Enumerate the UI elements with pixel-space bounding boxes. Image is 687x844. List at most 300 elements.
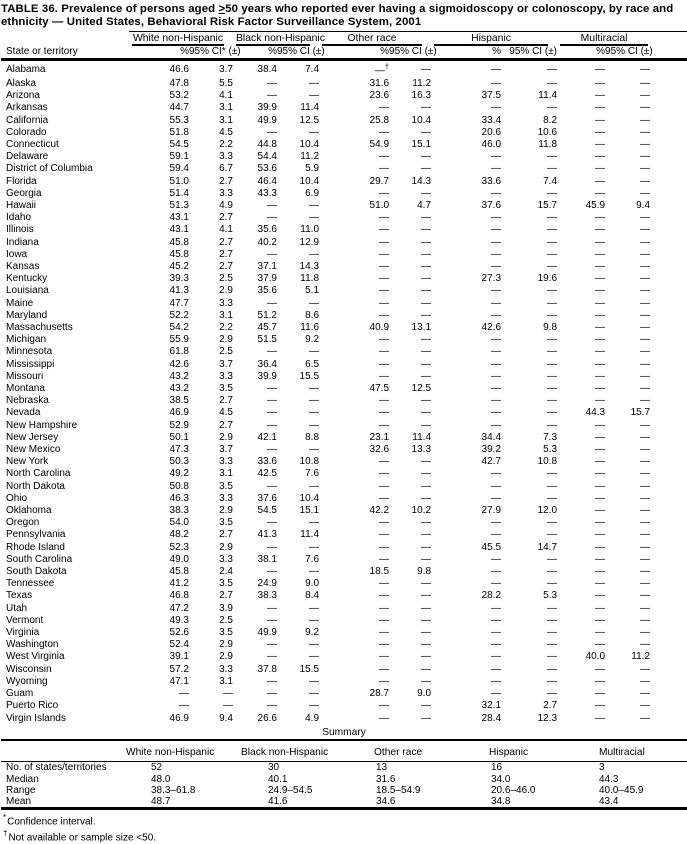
percent-value: 47.3 bbox=[169, 444, 189, 456]
percent-value: — bbox=[267, 395, 277, 407]
ci-value: — bbox=[547, 468, 558, 480]
ci-value: 11.8 bbox=[538, 138, 558, 150]
percent-value: — bbox=[379, 126, 390, 138]
ci-value: — bbox=[421, 309, 432, 321]
ci-value: — bbox=[421, 370, 432, 382]
ci-value: — bbox=[547, 383, 558, 395]
summary-col-black: Black non-Hispanic bbox=[241, 741, 374, 762]
percent-value: — bbox=[267, 480, 277, 492]
percent-value: — bbox=[595, 138, 606, 150]
percent-value: 37.8 bbox=[257, 663, 277, 675]
ci-value: 12.5 bbox=[299, 114, 320, 126]
ci-value: — bbox=[421, 297, 432, 309]
table-row bbox=[1, 688, 687, 700]
ci-value: 2.7 bbox=[219, 529, 233, 541]
group-header-row bbox=[1, 32, 687, 47]
ci-value: — bbox=[421, 151, 432, 163]
percent-value: — bbox=[595, 248, 606, 260]
ci-value: 5.1 bbox=[305, 285, 320, 297]
ci-value: — bbox=[547, 492, 558, 504]
ci-value: — bbox=[640, 688, 651, 700]
percent-value: — bbox=[267, 126, 277, 138]
table-row bbox=[1, 627, 687, 639]
ci-value: — bbox=[421, 395, 432, 407]
ci-value: — bbox=[421, 358, 432, 370]
ci-value: 14.7 bbox=[537, 541, 558, 553]
ci-value: — bbox=[421, 346, 432, 358]
state-name: South Carolina bbox=[6, 553, 73, 565]
percent-value: 47.7 bbox=[169, 297, 189, 309]
ci-value: — bbox=[421, 260, 432, 272]
state-name: Virginia bbox=[6, 627, 40, 639]
state-name: Missouri bbox=[6, 370, 44, 382]
state-name: Maine bbox=[6, 297, 34, 309]
ci-value: 11.4 bbox=[300, 102, 320, 114]
ci-value: — bbox=[547, 627, 558, 639]
percent-value: — bbox=[595, 663, 606, 675]
percent-value: 38.1 bbox=[257, 553, 277, 565]
ci-value: — bbox=[309, 126, 320, 138]
percent-value: 52.9 bbox=[169, 419, 189, 431]
footnote-confidence-interval bbox=[3, 813, 687, 828]
col-group-multiracial bbox=[557, 32, 687, 47]
percent-value: 45.8 bbox=[169, 566, 189, 578]
ci-value: — bbox=[421, 553, 432, 565]
percent-value: 54.9 bbox=[369, 138, 390, 150]
percent-value: — bbox=[491, 651, 502, 663]
percent-value: — bbox=[379, 590, 390, 602]
summary-row bbox=[1, 762, 687, 774]
percent-value: — bbox=[491, 358, 502, 370]
percent-value: 40.0 bbox=[585, 651, 606, 663]
ci-value: 3.5 bbox=[219, 578, 233, 590]
state-name: North Dakota bbox=[6, 480, 65, 492]
state-name: Georgia bbox=[6, 187, 42, 199]
percent-value: 46.9 bbox=[169, 407, 189, 419]
percent-value: 24.9 bbox=[257, 578, 277, 590]
ci-value: 11.2 bbox=[300, 151, 320, 163]
table-row bbox=[1, 261, 687, 273]
ci-value: 4.9 bbox=[219, 199, 233, 211]
ci-value: — bbox=[640, 334, 651, 346]
percent-value: 53.6 bbox=[257, 163, 277, 175]
ci-value: — bbox=[547, 529, 558, 541]
percent-value: 23.1 bbox=[369, 431, 390, 443]
ci-header: 95% CI (±) bbox=[501, 46, 557, 60]
ci-value: — bbox=[640, 383, 651, 395]
percent-value: — bbox=[491, 102, 502, 114]
percent-value: — bbox=[491, 492, 502, 504]
ci-value: — bbox=[547, 297, 558, 309]
ci-value: — bbox=[421, 712, 432, 724]
summary-value: 13 bbox=[376, 762, 388, 774]
ci-value: — bbox=[640, 63, 651, 75]
table-row bbox=[1, 603, 687, 615]
percent-value: 37.5 bbox=[481, 90, 502, 102]
ci-value: — bbox=[309, 346, 320, 358]
percent-value: — bbox=[267, 517, 277, 529]
table-title bbox=[1, 3, 683, 29]
percent-value: — bbox=[491, 468, 502, 480]
ci-value: — bbox=[547, 578, 558, 590]
ci-value: — bbox=[421, 480, 432, 492]
percent-value: — bbox=[267, 688, 277, 700]
ci-value: — bbox=[547, 688, 558, 700]
table-row bbox=[1, 127, 687, 139]
ci-value: 13.1 bbox=[411, 322, 432, 333]
ci-value: — bbox=[421, 126, 432, 138]
percent-value: — bbox=[379, 395, 390, 407]
summary-value: 48.0 bbox=[151, 773, 171, 785]
ci-value: 2.9 bbox=[219, 334, 233, 346]
ci-value: 2.9 bbox=[219, 639, 233, 651]
percent-value: 45.7 bbox=[257, 322, 277, 333]
ci-value: — bbox=[640, 590, 651, 602]
summary-value: 44.3 bbox=[599, 773, 619, 785]
percent-value: — bbox=[491, 407, 502, 419]
dagger-footnote-marker: † bbox=[384, 62, 390, 72]
summary-label-spacer bbox=[1, 741, 126, 762]
percent-value: — bbox=[379, 651, 390, 663]
table-row bbox=[1, 200, 687, 212]
table-row bbox=[1, 249, 687, 261]
ci-value: 10.4 bbox=[299, 492, 320, 504]
table-row bbox=[1, 713, 687, 725]
table-row bbox=[1, 102, 687, 114]
ci-value: — bbox=[309, 77, 320, 89]
state-name: Delaware bbox=[6, 151, 49, 163]
percent-value: 49.2 bbox=[169, 468, 189, 480]
percent-value: — bbox=[267, 651, 277, 663]
percent-value: — bbox=[491, 370, 502, 382]
ci-value: 3.3 bbox=[219, 492, 233, 504]
percent-value: — bbox=[491, 63, 502, 75]
ci-value: — bbox=[640, 163, 651, 175]
ci-header: 95% CI (±) bbox=[389, 46, 431, 60]
summary-col-multiracial: Multiracial bbox=[599, 741, 687, 762]
ci-value: 3.5 bbox=[219, 517, 233, 529]
summary-row bbox=[1, 796, 687, 809]
ci-value: 4.5 bbox=[219, 126, 233, 138]
title-part2: 50 years who reported ever having a sigmoidoscopy or colonoscopy, by race and ethnicity — United States, Behavioral Risk Factor Surveillance System, 2001 bbox=[1, 3, 674, 29]
table-row bbox=[1, 371, 687, 383]
ci-value: — bbox=[640, 639, 651, 651]
percent-value: — bbox=[267, 77, 277, 89]
ci-value: 8.8 bbox=[305, 431, 320, 443]
ci-value: — bbox=[421, 456, 432, 468]
percent-value: — bbox=[595, 480, 606, 492]
ci-value: — bbox=[547, 566, 558, 578]
percent-value: 20.6 bbox=[481, 126, 502, 138]
percent-value: — bbox=[267, 444, 277, 456]
ci-value: — bbox=[309, 639, 320, 651]
percent-value: 54.4 bbox=[257, 151, 277, 163]
ci-value: — bbox=[640, 456, 651, 468]
summary-col-other: Other race bbox=[374, 741, 489, 762]
group-label: White non-Hispanic bbox=[132, 33, 224, 45]
percent-value: 61.8 bbox=[169, 346, 189, 358]
ci-value: — bbox=[640, 529, 651, 541]
ci-value: — bbox=[547, 77, 558, 89]
ci-value: — bbox=[547, 419, 558, 431]
percent-value: — bbox=[595, 90, 606, 102]
ci-value: 3.1 bbox=[219, 102, 233, 114]
percent-value: — bbox=[595, 602, 606, 614]
ci-value: — bbox=[421, 627, 432, 639]
ci-value: 19.6 bbox=[537, 273, 558, 285]
percent-value: — bbox=[379, 407, 390, 419]
percent-value: — bbox=[491, 602, 502, 614]
state-name: Alabama bbox=[6, 63, 46, 75]
percent-value: 45.9 bbox=[585, 199, 606, 211]
percent-value: — bbox=[595, 322, 606, 333]
ci-value: — bbox=[640, 370, 651, 382]
percent-value: 42.6 bbox=[169, 358, 189, 370]
percent-value: 41.3 bbox=[169, 285, 189, 297]
ci-value: — bbox=[421, 700, 432, 712]
ci-value: 7.3 bbox=[543, 431, 558, 443]
percent-value: 47.5 bbox=[369, 383, 390, 395]
state-name: Puerto Rico bbox=[6, 700, 59, 712]
ci-value: — bbox=[640, 151, 651, 163]
ci-value: — bbox=[640, 566, 651, 578]
state-name: Oregon bbox=[6, 517, 40, 529]
percent-value: 35.6 bbox=[257, 285, 277, 297]
percent-value: 42.5 bbox=[257, 468, 277, 480]
ci-value: 3.1 bbox=[219, 309, 233, 321]
percent-value: 23.6 bbox=[369, 90, 390, 102]
ci-value: — bbox=[223, 700, 233, 712]
percent-value: — bbox=[595, 419, 606, 431]
summary-value: 34.6 bbox=[376, 796, 396, 808]
percent-value: — bbox=[491, 578, 502, 590]
percent-value: — bbox=[595, 114, 606, 126]
ci-value: — bbox=[547, 602, 558, 614]
percent-value: — bbox=[179, 688, 189, 700]
ci-value: 2.7 bbox=[219, 260, 233, 272]
ci-value: 2.7 bbox=[219, 236, 233, 248]
percent-value: — bbox=[595, 517, 606, 529]
ci-value: 13.3 bbox=[411, 444, 432, 456]
ci-value: 2.2 bbox=[219, 322, 233, 333]
ci-value: 3.3 bbox=[219, 370, 233, 382]
percent-value: 41.3 bbox=[257, 529, 277, 541]
percent-value: 46.6 bbox=[169, 63, 189, 75]
ci-value: 2.7 bbox=[219, 419, 233, 431]
percent-value: 31.6 bbox=[369, 77, 390, 89]
state-name: Illinois bbox=[6, 224, 34, 236]
percent-value: 37.9 bbox=[257, 273, 277, 285]
ci-value: 7.6 bbox=[305, 553, 320, 565]
percent-value: — bbox=[491, 297, 502, 309]
percent-value: — bbox=[595, 431, 606, 443]
ci-value: 9.4 bbox=[636, 199, 651, 211]
prevalence-table bbox=[1, 31, 687, 724]
percent-header: % bbox=[233, 46, 277, 60]
ci-value: — bbox=[309, 688, 320, 700]
percent-value: 45.5 bbox=[481, 541, 502, 553]
table-row bbox=[1, 346, 687, 358]
percent-value: — bbox=[491, 212, 502, 224]
table-row bbox=[1, 493, 687, 505]
ci-header: 95% CI (±) bbox=[277, 46, 319, 60]
ci-value: 9.2 bbox=[305, 627, 320, 639]
table-row bbox=[1, 139, 687, 151]
table-row bbox=[1, 456, 687, 468]
ci-value: — bbox=[547, 334, 558, 346]
state-name: Colorado bbox=[6, 126, 47, 138]
ci-value: 3.3 bbox=[219, 151, 233, 163]
ci-value: 9.8 bbox=[417, 566, 432, 578]
percent-value: — bbox=[491, 688, 502, 700]
table-row bbox=[1, 651, 687, 663]
ci-value: — bbox=[547, 675, 558, 687]
percent-value: 35.6 bbox=[257, 224, 277, 236]
ci-value: — bbox=[640, 138, 651, 150]
percent-value: — bbox=[379, 712, 390, 724]
table-row bbox=[1, 115, 687, 127]
percent-value: 52.4 bbox=[169, 639, 189, 651]
ci-value: 10.8 bbox=[537, 456, 558, 468]
percent-value: — bbox=[267, 566, 277, 578]
ci-value: — bbox=[309, 444, 320, 456]
percent-value: 45.8 bbox=[169, 236, 189, 248]
percent-header: % bbox=[557, 46, 605, 60]
table-row bbox=[1, 505, 687, 517]
ci-value: — bbox=[309, 90, 320, 102]
ci-value: — bbox=[547, 236, 558, 248]
table-row bbox=[1, 420, 687, 432]
summary-row-label: Median bbox=[6, 773, 39, 785]
percent-value: 52.6 bbox=[169, 627, 189, 639]
percent-value: — bbox=[595, 614, 606, 626]
percent-value: 59.1 bbox=[169, 151, 189, 163]
percent-value: — bbox=[595, 151, 606, 163]
percent-header: % bbox=[319, 46, 389, 60]
percent-value: — bbox=[267, 639, 277, 651]
ci-value: 3.3 bbox=[219, 663, 233, 675]
ci-value: 3.3 bbox=[219, 553, 233, 565]
ci-value: 3.7 bbox=[219, 358, 233, 370]
ci-header: 95% CI (±) bbox=[605, 46, 687, 60]
percent-value: 37.6 bbox=[481, 199, 502, 211]
percent-value: 39.1 bbox=[169, 651, 189, 663]
ci-value: — bbox=[547, 663, 558, 675]
ci-value: 14.3 bbox=[411, 175, 432, 187]
ci-value: — bbox=[547, 651, 558, 663]
ci-value: 8.4 bbox=[305, 590, 320, 602]
percent-value: 50.1 bbox=[169, 431, 189, 443]
state-name: Wisconsin bbox=[6, 663, 52, 675]
table-row bbox=[1, 285, 687, 297]
percent-value: — bbox=[491, 224, 502, 236]
percent-value: — bbox=[267, 407, 277, 419]
ci-value: 2.9 bbox=[219, 651, 233, 663]
ci-value: — bbox=[421, 248, 432, 260]
percent-value: 49.3 bbox=[169, 614, 189, 626]
state-name: Pennsylvania bbox=[6, 529, 66, 541]
state-name: Kansas bbox=[6, 260, 40, 272]
percent-value: 53.2 bbox=[169, 90, 189, 102]
ci-value: — bbox=[421, 590, 432, 602]
table-row bbox=[1, 188, 687, 200]
column-header-row bbox=[1, 46, 687, 60]
state-name: Alaska bbox=[6, 77, 37, 89]
state-name: Virgin Islands bbox=[6, 712, 66, 724]
percent-value: 25.8 bbox=[369, 114, 390, 126]
percent-value: — bbox=[379, 151, 390, 163]
table-row bbox=[1, 90, 687, 102]
ci-value: — bbox=[640, 541, 651, 553]
ci-value: 11.4 bbox=[538, 90, 558, 102]
ci-value: 5.5 bbox=[219, 77, 233, 89]
table-row bbox=[1, 273, 687, 285]
state-name: Texas bbox=[6, 590, 33, 602]
state-name: Hawaii bbox=[6, 199, 37, 211]
percent-value: — bbox=[595, 688, 606, 700]
percent-value: 45.8 bbox=[169, 248, 189, 260]
ci-value: — bbox=[421, 492, 432, 504]
state-name: Mississippi bbox=[6, 358, 55, 370]
percent-value: — bbox=[491, 675, 502, 687]
ci-value: 11.2 bbox=[412, 77, 432, 89]
ci-value: 15.7 bbox=[537, 199, 558, 211]
table-row bbox=[1, 590, 687, 602]
summary-col-hispanic: Hispanic bbox=[489, 741, 599, 762]
ci-value: 6.7 bbox=[219, 163, 233, 175]
ci-value: — bbox=[547, 224, 558, 236]
percent-value: — bbox=[595, 566, 606, 578]
percent-value: — bbox=[379, 456, 390, 468]
ci-value: — bbox=[640, 578, 651, 590]
state-name: Utah bbox=[6, 602, 28, 614]
percent-value: — bbox=[379, 248, 390, 260]
percent-value: —† bbox=[374, 62, 390, 77]
percent-value: — bbox=[595, 505, 606, 517]
percent-value: — bbox=[379, 260, 390, 272]
ci-value: 10.4 bbox=[411, 114, 432, 126]
state-name: California bbox=[6, 114, 49, 126]
state-col-spacer bbox=[1, 32, 129, 47]
percent-value: — bbox=[595, 309, 606, 321]
percent-value: 40.2 bbox=[257, 236, 277, 248]
ci-value: 8.6 bbox=[305, 309, 320, 321]
summary-col-white: White non-Hispanic bbox=[126, 741, 241, 762]
percent-value: — bbox=[491, 529, 502, 541]
percent-value: 29.7 bbox=[369, 175, 390, 187]
percent-value: 49.9 bbox=[257, 114, 277, 126]
ci-value: 3.1 bbox=[219, 675, 233, 687]
ci-value: — bbox=[640, 505, 651, 517]
ci-value: — bbox=[421, 212, 432, 224]
ci-value: 2.2 bbox=[219, 138, 233, 150]
table-row bbox=[1, 78, 687, 90]
ci-value: 3.1 bbox=[219, 468, 233, 480]
ci-value: 9.0 bbox=[417, 688, 432, 700]
percent-value: 42.2 bbox=[369, 505, 390, 517]
summary-table bbox=[1, 741, 687, 811]
ci-value: 14.3 bbox=[299, 260, 320, 272]
state-name: Vermont bbox=[6, 614, 44, 626]
ci-value: — bbox=[421, 529, 432, 541]
ci-value: 12.3 bbox=[537, 712, 558, 724]
percent-value: — bbox=[491, 627, 502, 639]
percent-value: — bbox=[379, 614, 390, 626]
percent-value: — bbox=[595, 578, 606, 590]
ci-value: 2.9 bbox=[219, 285, 233, 297]
percent-value: 44.3 bbox=[585, 407, 606, 419]
state-name: Louisiana bbox=[6, 285, 49, 297]
